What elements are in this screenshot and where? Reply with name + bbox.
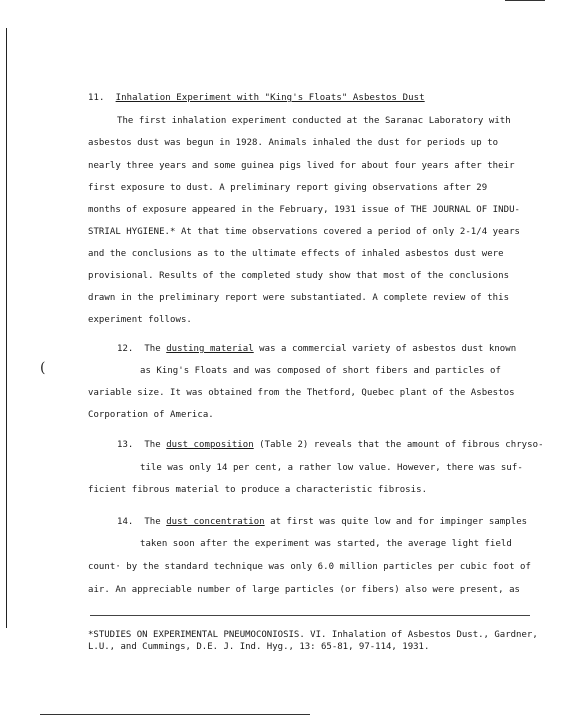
para14-number: 14. <box>117 517 134 527</box>
footnote-separator <box>90 615 530 616</box>
para12-line-4: Corporation of America. <box>88 410 214 420</box>
para13-line-3: ficient fibrous material to produce a characteristic fibrosis. <box>88 485 428 495</box>
para14-line-1: 14. The dust concentration at first was quite low and for impinger samples <box>117 517 528 527</box>
para11-line-2: asbestos dust was begun in 1928. Animals inhaled the dust for periods up to <box>88 138 499 148</box>
para11-line-9: drawn in the preliminary report were substantiated. A complete review of this <box>88 293 510 303</box>
para12-line-2: as King's Floats and was composed of short fibers and particles of <box>140 366 501 376</box>
para11-line-10: experiment follows. <box>88 315 192 325</box>
footnote-line-1: *STUDIES ON EXPERIMENTAL PNEUMOCONIOSIS. VI. Inhalation of Asbestos Dust., Gardner, <box>88 630 538 640</box>
para14-line-3: count· by the standard technique was only 6.0 million particles per cubic foot of <box>88 562 531 572</box>
para11-line-3: nearly three years and some guinea pigs lived for about four years after their <box>88 161 515 171</box>
para11-line-7: and the conclusions as to the ultimate effects of inhaled asbestos dust were <box>88 249 504 259</box>
para11-line-8: provisional. Results of the completed study show that most of the conclusions <box>88 271 510 281</box>
para12-term: dusting material <box>166 344 254 354</box>
top-edge-mark <box>505 0 545 1</box>
para12-line-1: 12. The dusting material was a commercial variety of asbestos dust known <box>117 344 517 354</box>
left-margin-rule <box>6 28 7 628</box>
para14-line-2: taken soon after the experiment was started, the average light field <box>140 539 512 549</box>
para13-line-2: tile was only 14 per cent, a rather low value. However, there was suf- <box>140 463 523 473</box>
para11-line-5: months of exposure appeared in the February, 1931 issue of THE JOURNAL OF INDU- <box>88 205 521 215</box>
para11-line-1: The first inhalation experiment conducted at the Saranac Laboratory with <box>117 116 511 126</box>
para12-number: 12. <box>117 344 134 354</box>
para14-line-4: air. An appreciable number of large particles (or fibers) also were present, as <box>88 585 521 595</box>
para12-line-3: variable size. It was obtained from the Thetford, Quebec plant of the Asbestos <box>88 388 515 398</box>
para11-line-4: first exposure to dust. A preliminary report giving observations after 29 <box>88 183 488 193</box>
footnote-line-2: L.U., and Cummings, D.E. J. Ind. Hyg., 13: 65-81, 97-114, 1931. <box>88 642 430 652</box>
section-heading <box>88 93 425 103</box>
para11-line-6: STRIAL HYGIENE.* At that time observations covered a period of only 2-1/4 years <box>88 227 521 237</box>
margin-mark: ( <box>40 360 46 376</box>
section-number: 11. <box>88 93 105 103</box>
para13-line-1: 13. The dust composition (Table 2) reveals that the amount of fibrous chryso- <box>117 440 544 450</box>
section-title: Inhalation Experiment with "King's Floats" Asbestos Dust <box>115 93 425 103</box>
para14-term: dust concentration <box>166 517 265 527</box>
para13-number: 13. <box>117 440 134 450</box>
para13-term: dust composition <box>166 440 254 450</box>
bottom-edge-rule <box>40 714 310 715</box>
